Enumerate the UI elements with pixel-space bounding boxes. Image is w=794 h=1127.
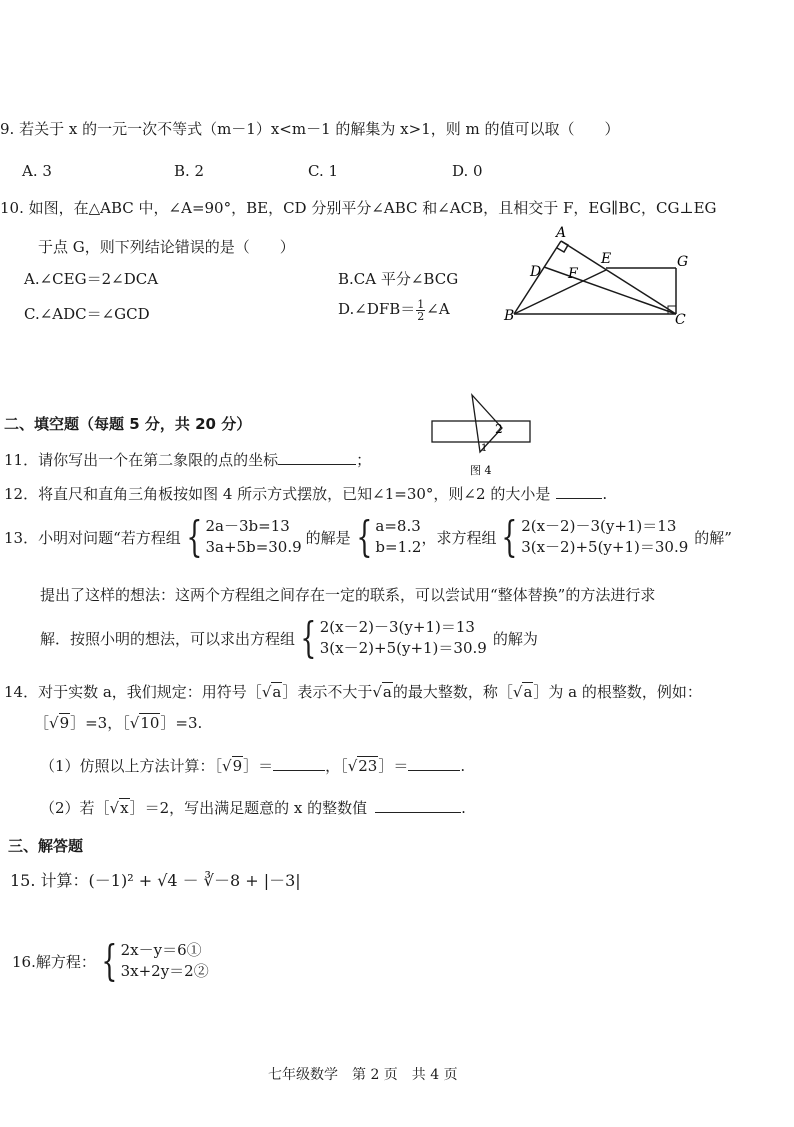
q14-part1-blank-1[interactable] xyxy=(273,770,325,771)
q13-solution: { a=8.3 b=1.2 xyxy=(356,512,422,561)
figure-label-e: E xyxy=(601,251,612,267)
brace-icon: { xyxy=(300,613,317,662)
ruler-triangle-figure xyxy=(428,390,538,480)
q11-tail: ； xyxy=(356,451,372,469)
q10-stem: 10. 如图，在△ABC 中，∠A=90°，BE，CD 分别平分∠ABC 和∠ACB，且相交于 F，EG∥BC，CG⊥EG xyxy=(0,199,717,217)
q11-answer-blank[interactable] xyxy=(278,464,356,465)
brace-icon: { xyxy=(186,512,203,561)
q16-pre: 16.解方程： xyxy=(12,952,96,971)
q12-text: 12．将直尺和直角三角板按如图 4 所示方式摆放，已知∠1=30°，则∠2 的大小是 xyxy=(4,485,551,503)
q10-option-d-pre: D.∠DFB＝ xyxy=(338,300,416,318)
q13-pre: 13．小明对问题“若方程组 xyxy=(4,528,181,547)
q11-text: 11．请你写出一个在第二象限的点的坐标 xyxy=(4,451,279,469)
q15 xyxy=(10,868,301,891)
q15-expression: (－1)² + √4 － ∛－8 + |－3| xyxy=(88,871,301,890)
q13-system-2: { 2(x－2)－3(y+1)＝13 3(x－2)+5(y+1)＝30.9 xyxy=(501,512,689,561)
q10-stem-line2: 于点 G，则下列结论错误的是（ ） xyxy=(38,238,295,256)
q14-line1: 14．对于实数 a，我们规定：用符号［√a］表示不大于√a的最大整数，称［√a］为 a 的根整数，例如： xyxy=(4,683,702,701)
q13-line3 xyxy=(40,613,538,662)
q14-part2-blank[interactable] xyxy=(375,812,461,813)
q14-part1: （1）仿照以上方法计算：［√9］＝ ，［√23］＝ . xyxy=(40,757,466,775)
q11 xyxy=(4,449,371,470)
section-3-title: 三、解答题 xyxy=(8,837,84,855)
figure-label-b: B xyxy=(504,308,515,324)
page-footer: 七年级数学 第 2 页 共 4 页 xyxy=(268,1067,458,1083)
q9-stem: 9. 若关于 x 的一元一次不等式（m－1）x<m－1 的解集为 x>1，则 m 的值可以取（ ） xyxy=(0,120,620,138)
brace-icon: { xyxy=(356,512,373,561)
q13-line2: 提出了这样的想法：这两个方程组之间存在一定的联系，可以尝试用“整体替换”的方法进行求 xyxy=(40,586,656,604)
q15-pre: 15. 计算： xyxy=(10,871,89,890)
figure4-angle-1: 1 xyxy=(481,443,488,454)
q10-option-c: C.∠ADC＝∠GCD xyxy=(24,305,150,323)
q16-system: { 2x－y＝6① 3x+2y＝2② xyxy=(101,936,209,985)
q13-mid2: ，求方程组 xyxy=(421,528,497,547)
q10-option-a: A.∠CEG＝2∠DCA xyxy=(24,270,159,288)
figure-label-f: F xyxy=(568,266,578,282)
figure-label-g: G xyxy=(677,254,689,270)
q9-option-c: C. 1 xyxy=(308,162,339,180)
figure4-angle-2: 2 xyxy=(495,422,503,436)
q14-examples: ［√9］=3，［√10］=3. xyxy=(34,714,203,732)
q10-option-b: B.CA 平分∠BCG xyxy=(338,270,459,288)
q12-answer-blank[interactable] xyxy=(556,498,602,499)
section-2-title: 二、填空题（每题 5 分，共 20 分） xyxy=(4,415,252,433)
figure-label-a: A xyxy=(556,225,567,241)
q13-system-3: { 2(x－2)－3(y+1)＝13 3(x－2)+5(y+1)＝30.9 xyxy=(300,613,487,662)
fraction-one-half: $\frac{1}{2}$ xyxy=(417,297,425,323)
triangle-figure xyxy=(500,222,700,332)
brace-icon: { xyxy=(101,936,118,985)
q14-part1-blank-2[interactable] xyxy=(408,770,460,771)
q9-option-d: D. 0 xyxy=(452,162,483,180)
figure-label-d: D xyxy=(530,264,542,280)
q13-line3-post: 的解为 xyxy=(492,629,538,648)
q16 xyxy=(12,936,209,985)
figure-label-c: C xyxy=(675,312,686,328)
q13-mid1: 的解是 xyxy=(305,528,351,547)
q10-option-d xyxy=(338,298,450,322)
q13-line3-pre: 解．按照小明的想法，可以求出方程组 xyxy=(40,629,296,648)
q13-post: 的解” xyxy=(694,528,732,547)
figure4-caption: 图 4 xyxy=(470,464,492,477)
q9-option-a: A. 3 xyxy=(22,162,52,180)
q9-option-b: B. 2 xyxy=(174,162,205,180)
q14-part2: （2）若［√x］＝2，写出满足题意的 x 的整数值 . xyxy=(40,799,466,817)
q12-tail: . xyxy=(602,485,608,503)
q13-system-1: { 2a－3b=13 3a+5b=30.9 xyxy=(186,512,302,561)
brace-icon: { xyxy=(501,512,518,561)
q12 xyxy=(4,483,607,504)
q13-line1 xyxy=(4,512,732,561)
q10-option-d-post: ∠A xyxy=(426,300,450,318)
